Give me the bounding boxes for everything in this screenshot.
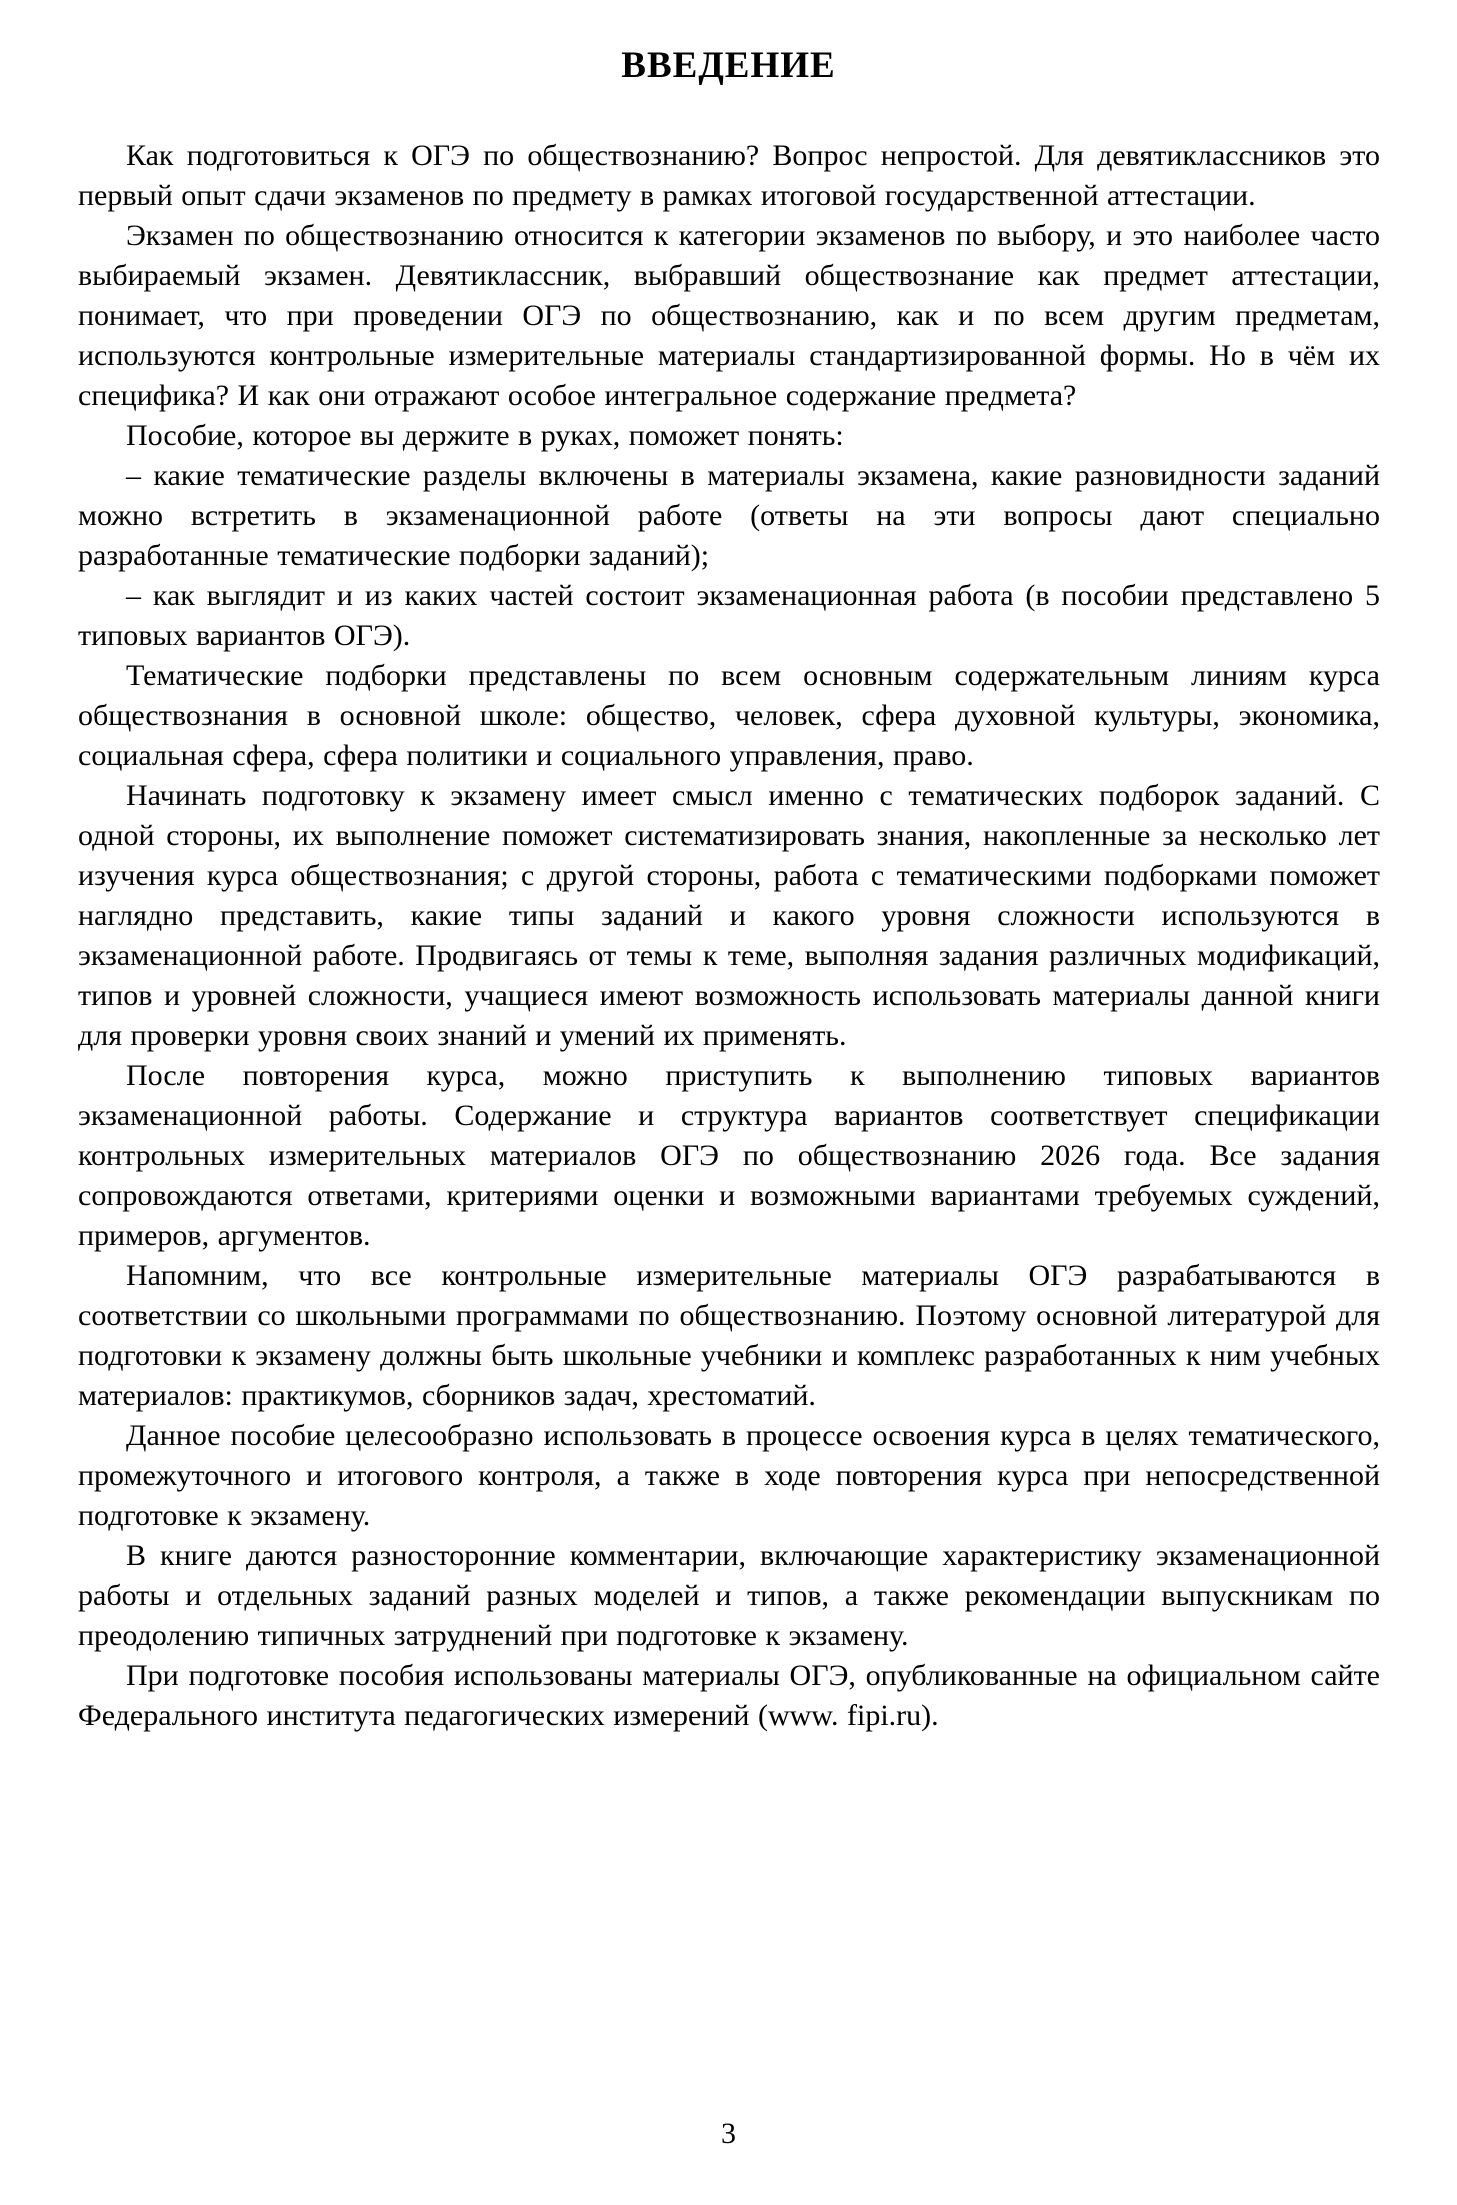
paragraph: Напомним, что все контрольные измерительные материалы ОГЭ разрабатываются в соответствии со школьными программами по обществознанию. Поэтому основной литературой для подготовки к экзамену должны быть школьные учебники и комплекс разработанных к ним учебных материалов: практикумов, сборников задач, хрестоматий. bbox=[78, 1259, 1380, 1412]
list-item-paragraph: – как выглядит и из каких частей состоит экзаменационная работа (в пособии представлено 5 типовых вариантов ОГЭ). bbox=[78, 579, 1380, 652]
paragraph: Тематические подборки представлены по всем основным содержательным линиям курса обществознания в основной школе: общество, человек, сфера духовной культуры, экономика, социальная сфера, сфера политики и социального управления, право. bbox=[78, 659, 1380, 772]
paragraph: Экзамен по обществознанию относится к категории экзаменов по выбору, и это наиболее часто выбираемый экзамен. Девятиклассник, выбравший обществознание как предмет аттестации, понимает, что при проведении ОГЭ по обществознанию, как и по всем другим предметам, используются контрольные измерительные материалы стандартизированной формы. Но в чём их специфика? И как они отражают особое интегральное содержание предмета? bbox=[78, 219, 1380, 412]
page-number: 3 bbox=[721, 2117, 736, 2150]
paragraph: Как подготовиться к ОГЭ по обществознанию? Вопрос непростой. Для девятиклассников это первый опыт сдачи экзаменов по предмету в рамках итоговой государственной аттестации. bbox=[78, 139, 1380, 212]
page-title: ВВЕДЕНИЕ bbox=[621, 45, 836, 86]
body-text bbox=[78, 136, 1380, 1736]
paragraph: Пособие, которое вы держите в руках, поможет понять: bbox=[126, 419, 844, 452]
paragraph: При подготовке пособия использованы материалы ОГЭ, опубликованные на официальном сайте Федерального института педагогических измерений (www. fipi.ru). bbox=[78, 1659, 1380, 1732]
paragraph: Начинать подготовку к экзамену имеет смысл именно с тематических подборок заданий. С одной стороны, их выполнение поможет систематизировать знания, накопленные за несколько лет изучения курса обществознания; с другой стороны, работа с тематическими подборками поможет наглядно представить, какие типы заданий и какого уровня сложности используются в экзаменационной работе. Продвигаясь от темы к теме, выполняя задания различных модификаций, типов и уровней сложности, учащиеся имеют возможность использовать материалы данной книги для проверки уровня своих знаний и умений их применять. bbox=[78, 779, 1380, 1052]
paragraph: После повторения курса, можно приступить к выполнению типовых вариантов экзаменационной работы. Содержание и структура вариантов соответствует спецификации контрольных измерительных материалов ОГЭ по обществознанию 2026 года. Все задания сопровождаются ответами, критериями оценки и возможными вариантами требуемых суждений, примеров, аргументов. bbox=[78, 1059, 1380, 1252]
list-item-paragraph: – какие тематические разделы включены в материалы экзамена, какие разновидности заданий можно встретить в экзаменационной работе (ответы на эти вопросы дают специально разработанные тематические подборки заданий); bbox=[78, 459, 1380, 572]
paragraph: В книге даются разносторонние комментарии, включающие характеристику экзаменационной работы и отдельных заданий разных моделей и типов, а также рекомендации выпускникам по преодолению типичных затруднений при подготовке к экзамену. bbox=[78, 1539, 1380, 1652]
paragraph: Данное пособие целесообразно использовать в процессе освоения курса в целях тематического, промежуточного и итогового контроля, а также в ходе повторения курса при непосредственной подготовке к экзамену. bbox=[78, 1419, 1380, 1532]
